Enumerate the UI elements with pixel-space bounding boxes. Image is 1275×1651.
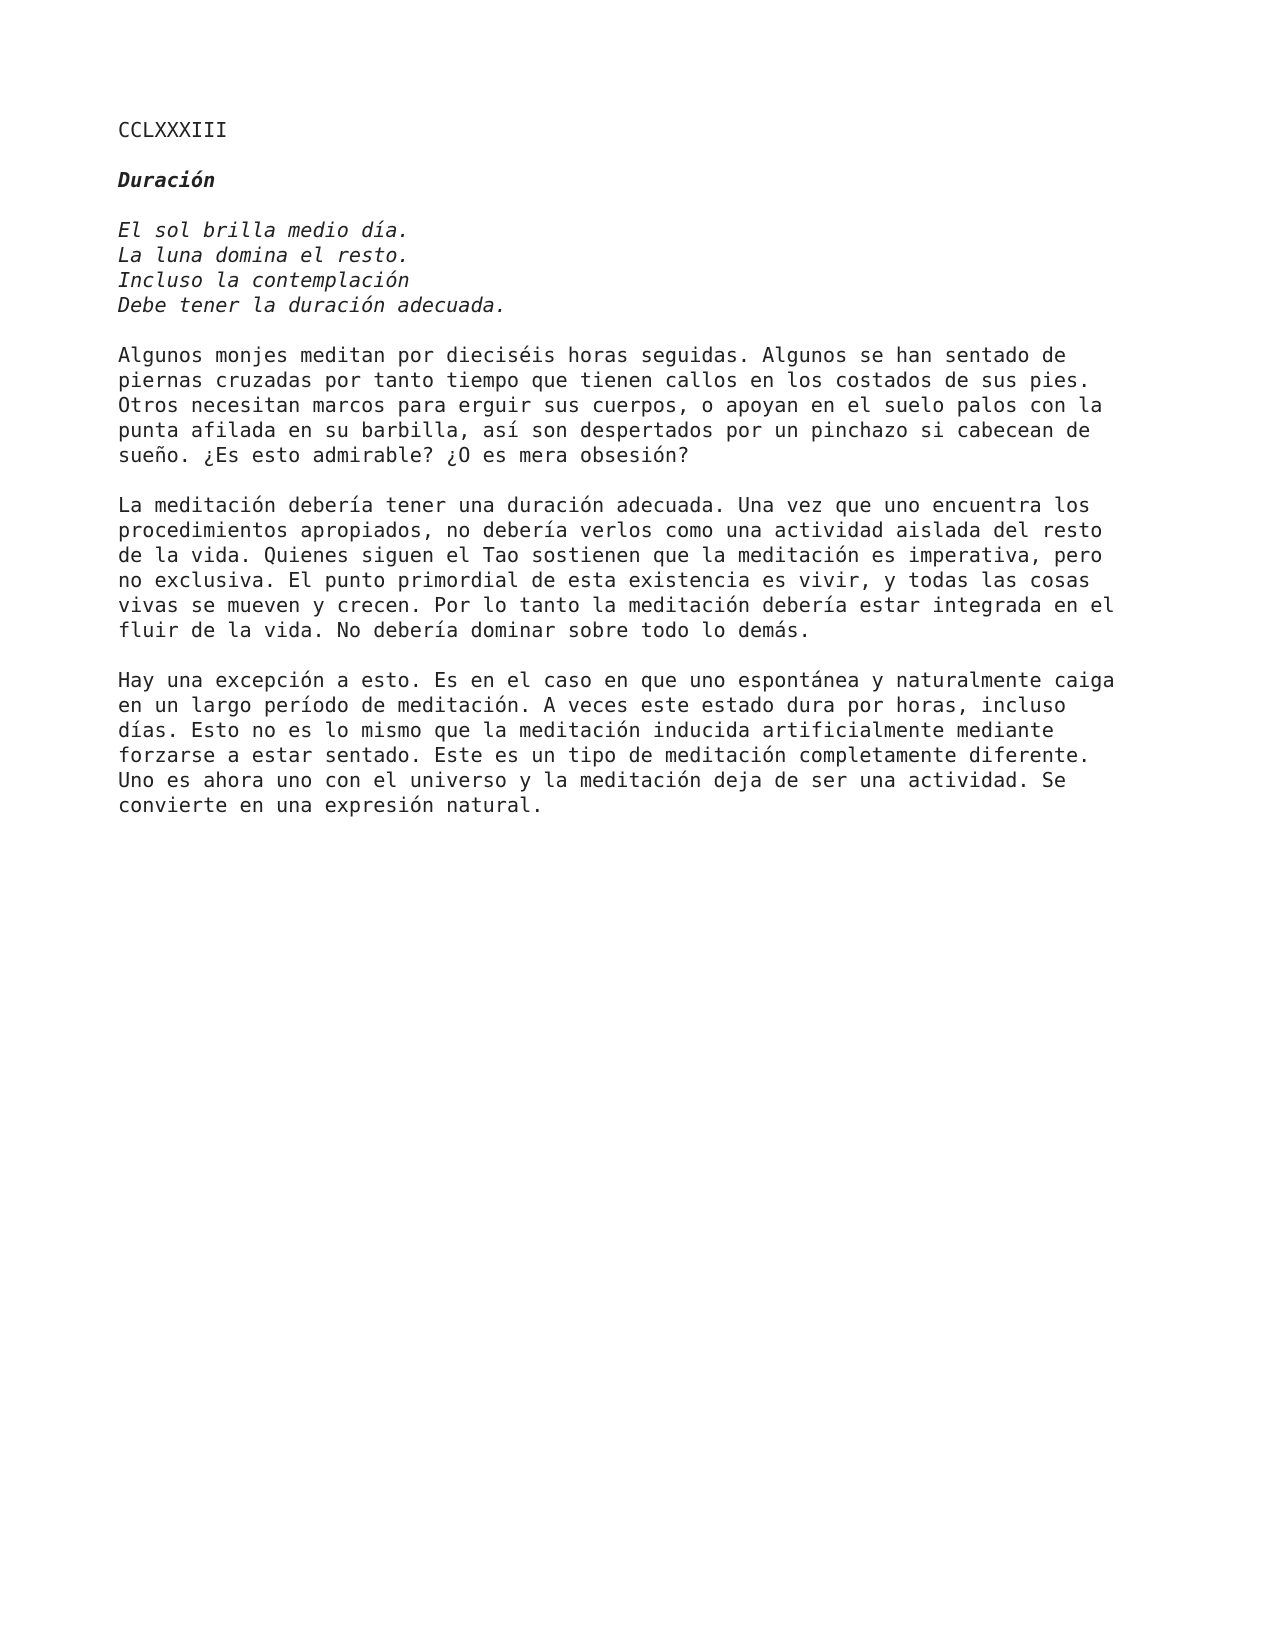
- poem-line: La luna domina el resto.: [118, 243, 410, 267]
- paragraph-2: [118, 493, 1198, 643]
- chapter-number-block: [118, 118, 1198, 143]
- poem: [118, 218, 1198, 318]
- paragraph-line: en un largo período de meditación. A veces este estado dura por horas, incluso: [118, 693, 1067, 717]
- paragraph-line: días. Esto no es lo mismo que la meditación inducida artificialmente mediante: [118, 718, 1054, 742]
- paragraph-3: [118, 668, 1198, 818]
- paragraph-line: sueño. ¿Es esto admirable? ¿O es mera obsesión?: [118, 443, 690, 467]
- poem-line: Incluso la contemplación: [118, 268, 410, 292]
- paragraph-line: punta afilada en su barbilla, así son despertados por un pinchazo si cabecean de: [118, 418, 1091, 442]
- paragraph-line: La meditación debería tener una duración adecuada. Una vez que uno encuentra los: [118, 493, 1091, 517]
- paragraph-line: convierte en una expresión natural.: [118, 793, 544, 817]
- poem-line: Debe tener la duración adecuada.: [118, 293, 507, 317]
- paragraph-line: piernas cruzadas por tanto tiempo que tienen callos en los costados de sus pies.: [118, 368, 1091, 392]
- paragraph-line: de la vida. Quienes siguen el Tao sostienen que la meditación es imperativa, pero: [118, 543, 1103, 567]
- chapter-title-block: [118, 168, 1198, 193]
- paragraph-line: fluir de la vida. No debería dominar sobre todo lo demás.: [118, 618, 811, 642]
- paragraph-line: Hay una excepción a esto. Es en el caso en que uno espontánea y naturalmente caiga: [118, 668, 1115, 692]
- poem-line: El sol brilla medio día.: [118, 218, 410, 242]
- chapter-number: CCLXXXIII: [118, 118, 228, 142]
- paragraph-line: forzarse a estar sentado. Este es un tipo de meditación completamente diferente.: [118, 743, 1091, 767]
- paragraph-1: [118, 343, 1198, 468]
- paragraph-line: no exclusiva. El punto primordial de esta existencia es vivir, y todas las cosas: [118, 568, 1091, 592]
- chapter-title: Duración: [118, 168, 216, 192]
- paragraph-line: Algunos monjes meditan por dieciséis horas seguidas. Algunos se han sentado de: [118, 343, 1067, 367]
- paragraph-line: procedimientos apropiados, no debería verlos como una actividad aislada del resto: [118, 518, 1103, 542]
- paragraph-line: Otros necesitan marcos para erguir sus cuerpos, o apoyan en el suelo palos con la: [118, 393, 1103, 417]
- paragraph-line: Uno es ahora uno con el universo y la meditación deja de ser una actividad. Se: [118, 768, 1067, 792]
- paragraph-line: vivas se mueven y crecen. Por lo tanto la meditación debería estar integrada en el: [118, 593, 1115, 617]
- document-page: [118, 118, 1198, 843]
